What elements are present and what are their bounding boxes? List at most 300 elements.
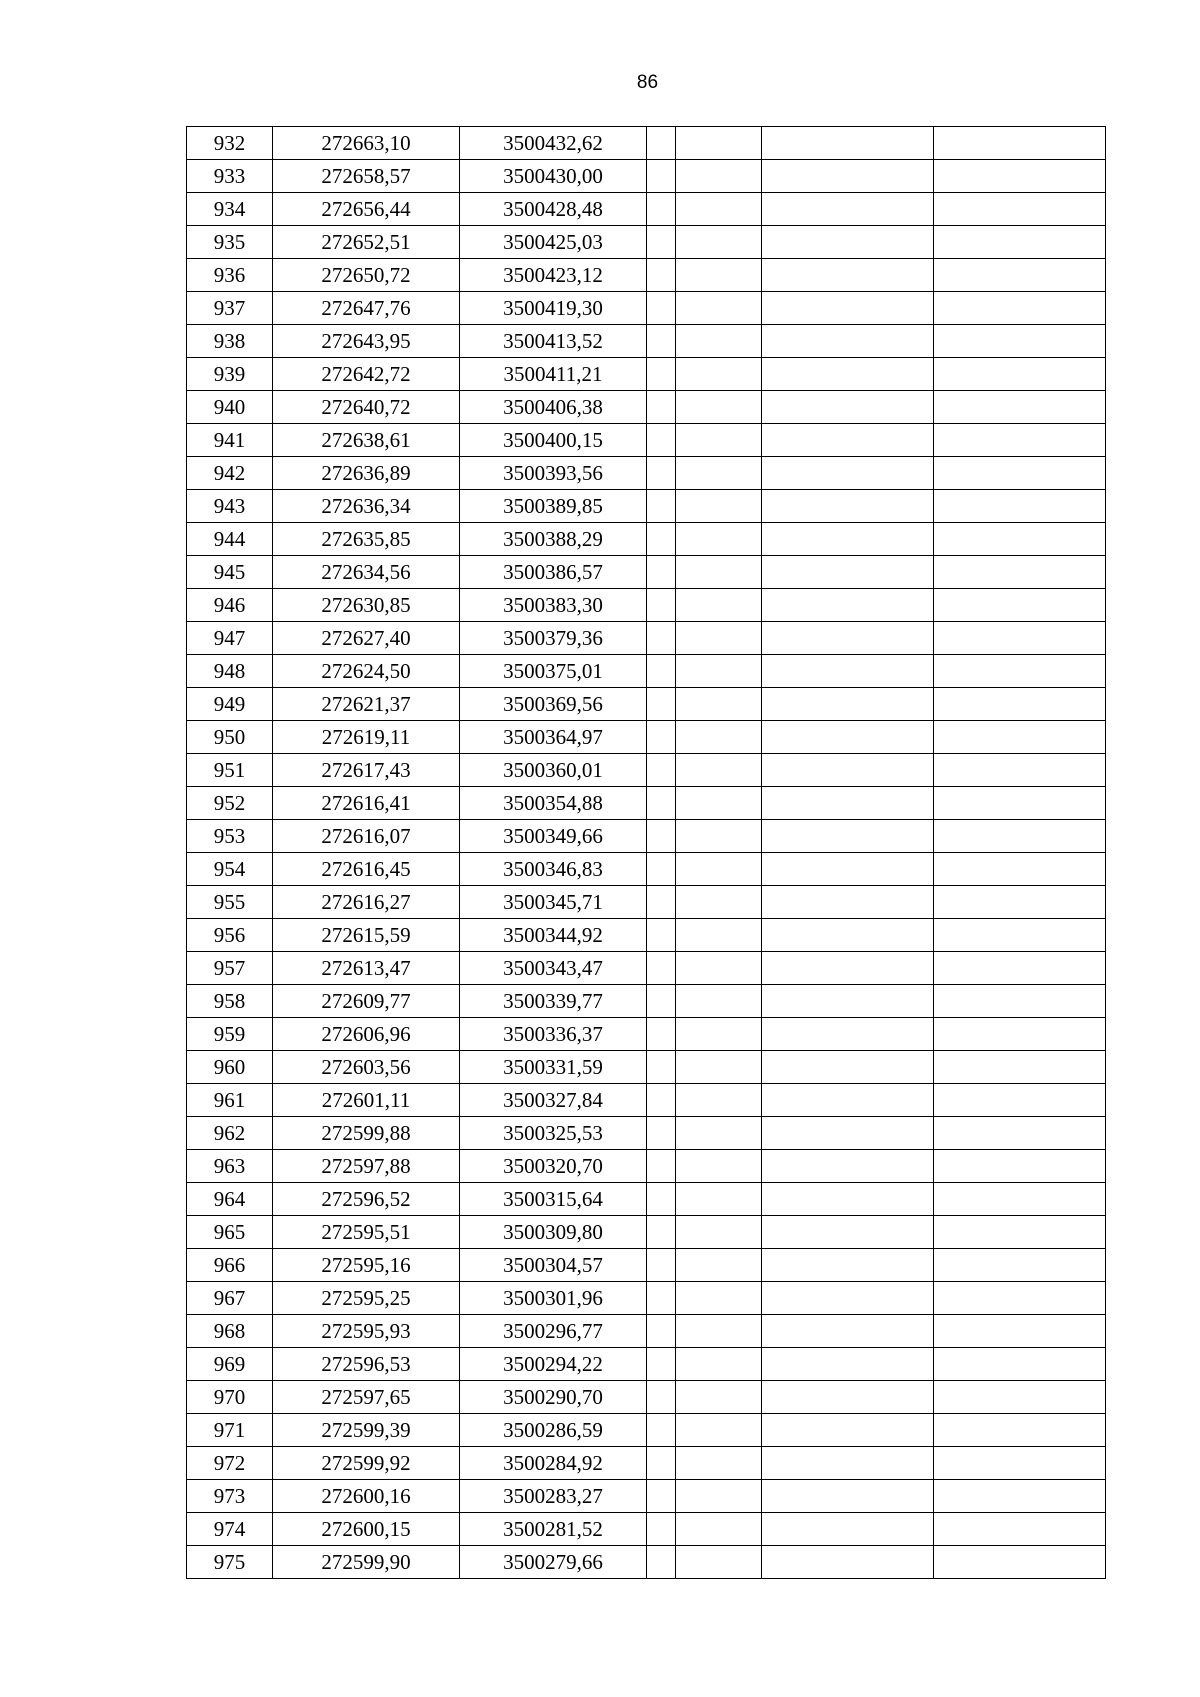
empty-cell bbox=[676, 556, 762, 589]
empty-cell bbox=[762, 952, 934, 985]
empty-cell bbox=[676, 1018, 762, 1051]
empty-cell bbox=[676, 1183, 762, 1216]
empty-cell bbox=[647, 952, 676, 985]
empty-cell bbox=[934, 490, 1106, 523]
point-number-cell: 960 bbox=[187, 1051, 273, 1084]
table-row bbox=[187, 1282, 1106, 1315]
empty-cell bbox=[934, 1282, 1106, 1315]
table-row bbox=[187, 1183, 1106, 1216]
y-coordinate-cell: 3500309,80 bbox=[460, 1216, 647, 1249]
empty-cell bbox=[934, 259, 1106, 292]
table-row bbox=[187, 160, 1106, 193]
page-number: 86 bbox=[636, 72, 659, 93]
empty-cell bbox=[762, 1018, 934, 1051]
point-number-cell: 934 bbox=[187, 193, 273, 226]
x-coordinate-cell: 272606,96 bbox=[273, 1018, 460, 1051]
x-coordinate-cell: 272647,76 bbox=[273, 292, 460, 325]
empty-cell bbox=[647, 589, 676, 622]
empty-cell bbox=[647, 292, 676, 325]
table-row bbox=[187, 1216, 1106, 1249]
table-row bbox=[187, 1018, 1106, 1051]
empty-cell bbox=[676, 919, 762, 952]
x-coordinate-cell: 272601,11 bbox=[273, 1084, 460, 1117]
empty-cell bbox=[762, 490, 934, 523]
empty-cell bbox=[762, 259, 934, 292]
empty-cell bbox=[934, 1051, 1106, 1084]
point-number-cell: 953 bbox=[187, 820, 273, 853]
y-coordinate-cell: 3500423,12 bbox=[460, 259, 647, 292]
y-coordinate-cell: 3500325,53 bbox=[460, 1117, 647, 1150]
empty-cell bbox=[676, 721, 762, 754]
table-row bbox=[187, 1051, 1106, 1084]
table-row bbox=[187, 1447, 1106, 1480]
y-coordinate-cell: 3500294,22 bbox=[460, 1348, 647, 1381]
empty-cell bbox=[676, 952, 762, 985]
empty-cell bbox=[762, 1249, 934, 1282]
table-row bbox=[187, 787, 1106, 820]
x-coordinate-cell: 272630,85 bbox=[273, 589, 460, 622]
empty-cell bbox=[934, 1546, 1106, 1579]
y-coordinate-cell: 3500346,83 bbox=[460, 853, 647, 886]
empty-cell bbox=[762, 721, 934, 754]
empty-cell bbox=[762, 622, 934, 655]
empty-cell bbox=[647, 1546, 676, 1579]
empty-cell bbox=[762, 1084, 934, 1117]
x-coordinate-cell: 272624,50 bbox=[273, 655, 460, 688]
empty-cell bbox=[762, 1282, 934, 1315]
empty-cell bbox=[647, 1282, 676, 1315]
point-number-cell: 965 bbox=[187, 1216, 273, 1249]
point-number-cell: 948 bbox=[187, 655, 273, 688]
empty-cell bbox=[934, 1216, 1106, 1249]
x-coordinate-cell: 272642,72 bbox=[273, 358, 460, 391]
x-coordinate-cell: 272596,52 bbox=[273, 1183, 460, 1216]
empty-cell bbox=[762, 1348, 934, 1381]
x-coordinate-cell: 272635,85 bbox=[273, 523, 460, 556]
empty-cell bbox=[647, 490, 676, 523]
empty-cell bbox=[934, 1183, 1106, 1216]
empty-cell bbox=[647, 853, 676, 886]
table-row bbox=[187, 1315, 1106, 1348]
empty-cell bbox=[676, 655, 762, 688]
x-coordinate-cell: 272615,59 bbox=[273, 919, 460, 952]
y-coordinate-cell: 3500375,01 bbox=[460, 655, 647, 688]
empty-cell bbox=[762, 787, 934, 820]
y-coordinate-cell: 3500400,15 bbox=[460, 424, 647, 457]
empty-cell bbox=[762, 1381, 934, 1414]
point-number-cell: 968 bbox=[187, 1315, 273, 1348]
table-row bbox=[187, 1381, 1106, 1414]
empty-cell bbox=[676, 490, 762, 523]
point-number-cell: 966 bbox=[187, 1249, 273, 1282]
empty-cell bbox=[676, 391, 762, 424]
point-number-cell: 933 bbox=[187, 160, 273, 193]
point-number-cell: 956 bbox=[187, 919, 273, 952]
point-number-cell: 955 bbox=[187, 886, 273, 919]
empty-cell bbox=[647, 325, 676, 358]
empty-cell bbox=[762, 226, 934, 259]
x-coordinate-cell: 272595,93 bbox=[273, 1315, 460, 1348]
x-coordinate-cell: 272616,07 bbox=[273, 820, 460, 853]
x-coordinate-cell: 272599,39 bbox=[273, 1414, 460, 1447]
point-number-cell: 973 bbox=[187, 1480, 273, 1513]
empty-cell bbox=[762, 985, 934, 1018]
empty-cell bbox=[676, 1513, 762, 1546]
empty-cell bbox=[934, 523, 1106, 556]
coordinates-table bbox=[186, 126, 1106, 1579]
x-coordinate-cell: 272652,51 bbox=[273, 226, 460, 259]
empty-cell bbox=[934, 226, 1106, 259]
point-number-cell: 957 bbox=[187, 952, 273, 985]
table-row bbox=[187, 886, 1106, 919]
y-coordinate-cell: 3500425,03 bbox=[460, 226, 647, 259]
empty-cell bbox=[762, 292, 934, 325]
y-coordinate-cell: 3500413,52 bbox=[460, 325, 647, 358]
point-number-cell: 964 bbox=[187, 1183, 273, 1216]
empty-cell bbox=[647, 1084, 676, 1117]
x-coordinate-cell: 272636,89 bbox=[273, 457, 460, 490]
empty-cell bbox=[762, 523, 934, 556]
y-coordinate-cell: 3500406,38 bbox=[460, 391, 647, 424]
empty-cell bbox=[934, 1018, 1106, 1051]
y-coordinate-cell: 3500419,30 bbox=[460, 292, 647, 325]
empty-cell bbox=[934, 787, 1106, 820]
empty-cell bbox=[676, 358, 762, 391]
empty-cell bbox=[647, 919, 676, 952]
x-coordinate-cell: 272658,57 bbox=[273, 160, 460, 193]
empty-cell bbox=[676, 754, 762, 787]
empty-cell bbox=[676, 292, 762, 325]
x-coordinate-cell: 272595,16 bbox=[273, 1249, 460, 1282]
x-coordinate-cell: 272597,88 bbox=[273, 1150, 460, 1183]
empty-cell bbox=[934, 1414, 1106, 1447]
empty-cell bbox=[647, 721, 676, 754]
table-row bbox=[187, 1249, 1106, 1282]
x-coordinate-cell: 272600,16 bbox=[273, 1480, 460, 1513]
point-number-cell: 944 bbox=[187, 523, 273, 556]
y-coordinate-cell: 3500364,97 bbox=[460, 721, 647, 754]
table-row bbox=[187, 391, 1106, 424]
x-coordinate-cell: 272634,56 bbox=[273, 556, 460, 589]
point-number-cell: 942 bbox=[187, 457, 273, 490]
point-number-cell: 941 bbox=[187, 424, 273, 457]
y-coordinate-cell: 3500281,52 bbox=[460, 1513, 647, 1546]
empty-cell bbox=[934, 1348, 1106, 1381]
empty-cell bbox=[676, 457, 762, 490]
table-row bbox=[187, 1348, 1106, 1381]
empty-cell bbox=[934, 1480, 1106, 1513]
empty-cell bbox=[647, 1414, 676, 1447]
empty-cell bbox=[934, 160, 1106, 193]
point-number-cell: 937 bbox=[187, 292, 273, 325]
empty-cell bbox=[762, 919, 934, 952]
empty-cell bbox=[676, 424, 762, 457]
x-coordinate-cell: 272617,43 bbox=[273, 754, 460, 787]
empty-cell bbox=[934, 919, 1106, 952]
table-row bbox=[187, 820, 1106, 853]
point-number-cell: 950 bbox=[187, 721, 273, 754]
empty-cell bbox=[762, 1414, 934, 1447]
y-coordinate-cell: 3500290,70 bbox=[460, 1381, 647, 1414]
point-number-cell: 946 bbox=[187, 589, 273, 622]
empty-cell bbox=[934, 589, 1106, 622]
empty-cell bbox=[647, 193, 676, 226]
empty-cell bbox=[934, 886, 1106, 919]
empty-cell bbox=[647, 1249, 676, 1282]
point-number-cell: 951 bbox=[187, 754, 273, 787]
table-row bbox=[187, 721, 1106, 754]
point-number-cell: 959 bbox=[187, 1018, 273, 1051]
empty-cell bbox=[676, 259, 762, 292]
y-coordinate-cell: 3500369,56 bbox=[460, 688, 647, 721]
table-row bbox=[187, 1150, 1106, 1183]
empty-cell bbox=[762, 556, 934, 589]
y-coordinate-cell: 3500283,27 bbox=[460, 1480, 647, 1513]
table-row bbox=[187, 259, 1106, 292]
empty-cell bbox=[676, 1282, 762, 1315]
empty-cell bbox=[762, 754, 934, 787]
y-coordinate-cell: 3500343,47 bbox=[460, 952, 647, 985]
empty-cell bbox=[762, 853, 934, 886]
x-coordinate-cell: 272656,44 bbox=[273, 193, 460, 226]
y-coordinate-cell: 3500386,57 bbox=[460, 556, 647, 589]
x-coordinate-cell: 272619,11 bbox=[273, 721, 460, 754]
point-number-cell: 967 bbox=[187, 1282, 273, 1315]
empty-cell bbox=[676, 1447, 762, 1480]
y-coordinate-cell: 3500279,66 bbox=[460, 1546, 647, 1579]
empty-cell bbox=[676, 1150, 762, 1183]
x-coordinate-cell: 272616,27 bbox=[273, 886, 460, 919]
empty-cell bbox=[762, 886, 934, 919]
point-number-cell: 958 bbox=[187, 985, 273, 1018]
empty-cell bbox=[762, 589, 934, 622]
empty-cell bbox=[676, 787, 762, 820]
table-row bbox=[187, 919, 1106, 952]
empty-cell bbox=[934, 391, 1106, 424]
y-coordinate-cell: 3500428,48 bbox=[460, 193, 647, 226]
empty-cell bbox=[647, 1216, 676, 1249]
empty-cell bbox=[934, 721, 1106, 754]
y-coordinate-cell: 3500344,92 bbox=[460, 919, 647, 952]
empty-cell bbox=[676, 523, 762, 556]
empty-cell bbox=[762, 1480, 934, 1513]
table-row bbox=[187, 193, 1106, 226]
empty-cell bbox=[934, 1150, 1106, 1183]
y-coordinate-cell: 3500349,66 bbox=[460, 820, 647, 853]
empty-cell bbox=[934, 622, 1106, 655]
empty-cell bbox=[934, 952, 1106, 985]
point-number-cell: 961 bbox=[187, 1084, 273, 1117]
empty-cell bbox=[762, 358, 934, 391]
empty-cell bbox=[934, 754, 1106, 787]
x-coordinate-cell: 272663,10 bbox=[273, 127, 460, 160]
empty-cell bbox=[647, 391, 676, 424]
empty-cell bbox=[647, 622, 676, 655]
table-row bbox=[187, 1513, 1106, 1546]
x-coordinate-cell: 272595,51 bbox=[273, 1216, 460, 1249]
empty-cell bbox=[762, 1150, 934, 1183]
x-coordinate-cell: 272599,88 bbox=[273, 1117, 460, 1150]
y-coordinate-cell: 3500336,37 bbox=[460, 1018, 647, 1051]
empty-cell bbox=[647, 1051, 676, 1084]
empty-cell bbox=[934, 292, 1106, 325]
empty-cell bbox=[647, 985, 676, 1018]
empty-cell bbox=[647, 1315, 676, 1348]
empty-cell bbox=[676, 226, 762, 259]
empty-cell bbox=[647, 160, 676, 193]
empty-cell bbox=[762, 457, 934, 490]
point-number-cell: 947 bbox=[187, 622, 273, 655]
point-number-cell: 940 bbox=[187, 391, 273, 424]
empty-cell bbox=[934, 655, 1106, 688]
point-number-cell: 974 bbox=[187, 1513, 273, 1546]
empty-cell bbox=[762, 820, 934, 853]
empty-cell bbox=[647, 1381, 676, 1414]
table-row bbox=[187, 589, 1106, 622]
x-coordinate-cell: 272600,15 bbox=[273, 1513, 460, 1546]
x-coordinate-cell: 272603,56 bbox=[273, 1051, 460, 1084]
point-number-cell: 936 bbox=[187, 259, 273, 292]
x-coordinate-cell: 272636,34 bbox=[273, 490, 460, 523]
empty-cell bbox=[676, 622, 762, 655]
empty-cell bbox=[676, 820, 762, 853]
empty-cell bbox=[647, 688, 676, 721]
empty-cell bbox=[676, 193, 762, 226]
x-coordinate-cell: 272609,77 bbox=[273, 985, 460, 1018]
empty-cell bbox=[676, 589, 762, 622]
empty-cell bbox=[647, 1117, 676, 1150]
table-row bbox=[187, 1546, 1106, 1579]
y-coordinate-cell: 3500379,36 bbox=[460, 622, 647, 655]
empty-cell bbox=[676, 985, 762, 1018]
table-row bbox=[187, 457, 1106, 490]
y-coordinate-cell: 3500432,62 bbox=[460, 127, 647, 160]
empty-cell bbox=[762, 1513, 934, 1546]
empty-cell bbox=[647, 259, 676, 292]
y-coordinate-cell: 3500339,77 bbox=[460, 985, 647, 1018]
x-coordinate-cell: 272599,92 bbox=[273, 1447, 460, 1480]
empty-cell bbox=[647, 1018, 676, 1051]
empty-cell bbox=[647, 886, 676, 919]
x-coordinate-cell: 272596,53 bbox=[273, 1348, 460, 1381]
point-number-cell: 939 bbox=[187, 358, 273, 391]
empty-cell bbox=[647, 1348, 676, 1381]
empty-cell bbox=[647, 556, 676, 589]
x-coordinate-cell: 272616,45 bbox=[273, 853, 460, 886]
y-coordinate-cell: 3500304,57 bbox=[460, 1249, 647, 1282]
y-coordinate-cell: 3500389,85 bbox=[460, 490, 647, 523]
table-row bbox=[187, 523, 1106, 556]
empty-cell bbox=[934, 1447, 1106, 1480]
empty-cell bbox=[762, 1315, 934, 1348]
empty-cell bbox=[934, 457, 1106, 490]
table-row bbox=[187, 226, 1106, 259]
y-coordinate-cell: 3500354,88 bbox=[460, 787, 647, 820]
empty-cell bbox=[647, 1150, 676, 1183]
empty-cell bbox=[676, 325, 762, 358]
empty-cell bbox=[676, 1315, 762, 1348]
table-row bbox=[187, 1084, 1106, 1117]
empty-cell bbox=[762, 424, 934, 457]
empty-cell bbox=[676, 1546, 762, 1579]
empty-cell bbox=[762, 1447, 934, 1480]
empty-cell bbox=[676, 127, 762, 160]
empty-cell bbox=[934, 1249, 1106, 1282]
x-coordinate-cell: 272613,47 bbox=[273, 952, 460, 985]
empty-cell bbox=[676, 1117, 762, 1150]
empty-cell bbox=[934, 424, 1106, 457]
empty-cell bbox=[676, 1249, 762, 1282]
point-number-cell: 971 bbox=[187, 1414, 273, 1447]
empty-cell bbox=[676, 1051, 762, 1084]
point-number-cell: 962 bbox=[187, 1117, 273, 1150]
point-number-cell: 935 bbox=[187, 226, 273, 259]
point-number-cell: 943 bbox=[187, 490, 273, 523]
point-number-cell: 970 bbox=[187, 1381, 273, 1414]
empty-cell bbox=[934, 325, 1106, 358]
point-number-cell: 949 bbox=[187, 688, 273, 721]
empty-cell bbox=[676, 1348, 762, 1381]
x-coordinate-cell: 272627,40 bbox=[273, 622, 460, 655]
y-coordinate-cell: 3500383,30 bbox=[460, 589, 647, 622]
table-row bbox=[187, 754, 1106, 787]
empty-cell bbox=[762, 1216, 934, 1249]
coordinates-table-body bbox=[187, 127, 1106, 1579]
table-row bbox=[187, 1414, 1106, 1447]
empty-cell bbox=[676, 1414, 762, 1447]
table-row bbox=[187, 424, 1106, 457]
table-row bbox=[187, 952, 1106, 985]
empty-cell bbox=[762, 655, 934, 688]
table-row bbox=[187, 358, 1106, 391]
empty-cell bbox=[676, 160, 762, 193]
table-row bbox=[187, 655, 1106, 688]
point-number-cell: 938 bbox=[187, 325, 273, 358]
x-coordinate-cell: 272616,41 bbox=[273, 787, 460, 820]
x-coordinate-cell: 272640,72 bbox=[273, 391, 460, 424]
x-coordinate-cell: 272595,25 bbox=[273, 1282, 460, 1315]
y-coordinate-cell: 3500411,21 bbox=[460, 358, 647, 391]
empty-cell bbox=[934, 1513, 1106, 1546]
empty-cell bbox=[676, 886, 762, 919]
empty-cell bbox=[934, 985, 1106, 1018]
empty-cell bbox=[762, 391, 934, 424]
empty-cell bbox=[934, 127, 1106, 160]
empty-cell bbox=[647, 1447, 676, 1480]
empty-cell bbox=[762, 1117, 934, 1150]
point-number-cell: 963 bbox=[187, 1150, 273, 1183]
empty-cell bbox=[934, 1084, 1106, 1117]
empty-cell bbox=[676, 1381, 762, 1414]
empty-cell bbox=[934, 853, 1106, 886]
empty-cell bbox=[762, 127, 934, 160]
empty-cell bbox=[647, 457, 676, 490]
empty-cell bbox=[934, 1381, 1106, 1414]
empty-cell bbox=[647, 523, 676, 556]
y-coordinate-cell: 3500360,01 bbox=[460, 754, 647, 787]
y-coordinate-cell: 3500284,92 bbox=[460, 1447, 647, 1480]
empty-cell bbox=[676, 1480, 762, 1513]
table-row bbox=[187, 127, 1106, 160]
empty-cell bbox=[647, 820, 676, 853]
point-number-cell: 972 bbox=[187, 1447, 273, 1480]
empty-cell bbox=[647, 754, 676, 787]
y-coordinate-cell: 3500345,71 bbox=[460, 886, 647, 919]
empty-cell bbox=[647, 787, 676, 820]
point-number-cell: 952 bbox=[187, 787, 273, 820]
empty-cell bbox=[934, 688, 1106, 721]
y-coordinate-cell: 3500331,59 bbox=[460, 1051, 647, 1084]
